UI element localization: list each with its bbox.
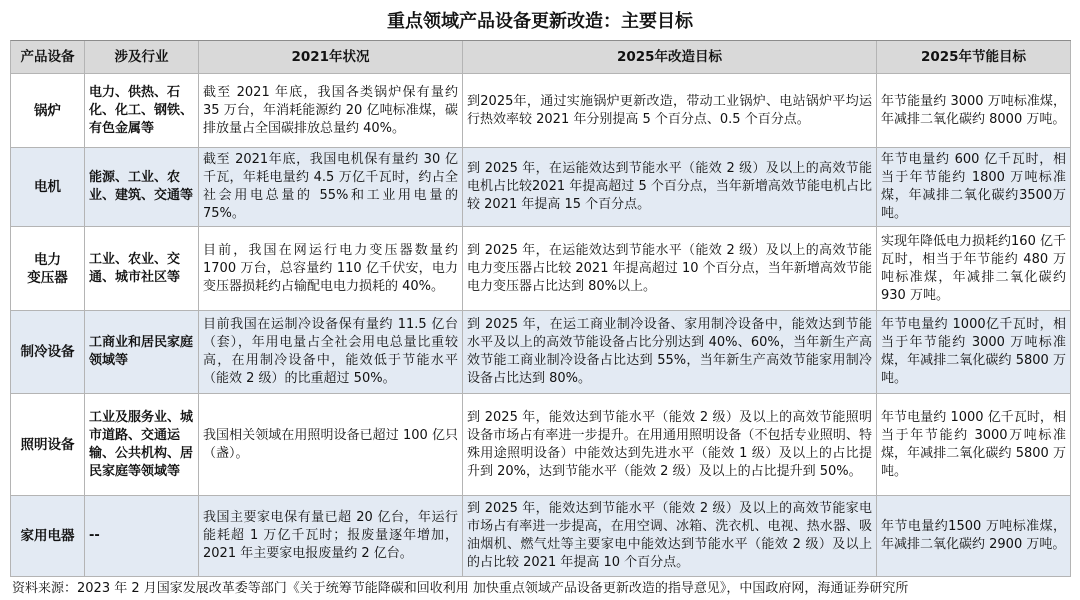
status-2021-text: 目前，我国在网运行电力变压器数量约 1700 万台，总容量约 110 亿千伏安，电力变压器损耗约占输配电电力损耗的 40%。 — [203, 242, 458, 294]
status-2021-cell — [199, 227, 463, 311]
renovation-target-2025-text: 到 2025 年，能效达到节能水平（能效 2 级）及以上的高效节能照明设备市场占有率进一步提升。在用通用照明设备（不包括专业照明、特殊用途照明设备）中能效达到先进水平（能效 1 级）及以上的占比提升到 20%，达到节能水平（能效 2 级）及以上的占比提升到 50%。 — [467, 409, 872, 479]
column-header-label: 产品设备 — [20, 49, 75, 65]
industries-text: -- — [89, 528, 100, 543]
energy-saving-target-2025-text: 实现年降低电力损耗约160 亿千瓦时，相当于年节能约 480 万吨标准煤，年减排二氧化碳约 930 万吨。 — [881, 233, 1066, 303]
energy-saving-target-2025-cell — [877, 74, 1071, 148]
status-2021-text: 截至 2021 年底，我国各类锅炉保有量约 35 万台，年消耗能源约 20 亿吨标准煤，碳排放量占全国碳排放总量约 40%。 — [203, 84, 458, 136]
renovation-target-2025-cell — [463, 311, 877, 394]
renovation-target-2025-text: 到2025年，通过实施锅炉更新改造，带动工业锅炉、电站锅炉平均运行热效率较 2021 年分别提高 5 个百分点、0.5 个百分点。 — [467, 93, 872, 127]
energy-saving-target-2025-text: 年节电量约1500 万吨标准煤，年减排二氧化碳约 2900 万吨。 — [881, 519, 1066, 552]
industries-cell — [85, 311, 199, 394]
product-name: 家用电器 — [20, 528, 75, 544]
energy-saving-target-2025-cell — [877, 394, 1071, 496]
energy-saving-target-2025-text: 年节能量约 3000 万吨标准煤，年减排二氧化碳约 8000 万吨。 — [881, 93, 1066, 127]
energy-saving-target-2025-text: 年节电量约 1000亿千瓦时，相当于年节能约 3000 万吨标准煤，年减排二氧化碳约 5800 万吨。 — [881, 317, 1066, 386]
renovation-target-2025-text: 到 2025 年，能效达到节能水平（能效 2 级）及以上的高效节能家电市场占有率进一步提高，在用空调、冰箱、洗衣机、电视、热水器、吸油烟机、燃气灶等主要家电中能效达到节能水平（能效 2 级）及以上的占比较 2021 年提高 10 个百分点。 — [467, 501, 872, 570]
product-name: 制冷设备 — [20, 344, 75, 360]
product-cell — [11, 394, 85, 496]
energy-saving-target-2025-text: 年节电量约 600 亿千瓦时，相当于年节能约 1800 万吨标准煤，年减排二氧化碳约3500万吨。 — [881, 152, 1066, 221]
status-2021-cell — [199, 148, 463, 227]
product-cell — [11, 74, 85, 148]
status-2021-cell — [199, 74, 463, 148]
industries-cell — [85, 148, 199, 227]
renovation-target-2025-text: 到 2025 年，在运能效达到节能水平（能效 2 级）及以上的高效节能电力变压器占比较 2021 年提高超过 10 个百分点，当年新增高效节能电力变压器占比达到 80%以上。 — [467, 242, 872, 294]
industries-text: 工业、农业、交通、城市社区等 — [89, 251, 181, 285]
status-2021-text: 我国主要家电保有量已超 20 亿台，年运行能耗超 1 万亿千瓦时；报废量逐年增加，2021 年主要家电报废量约 2 亿台。 — [203, 510, 458, 561]
industries-cell — [85, 74, 199, 148]
column-header-product — [11, 41, 85, 74]
energy-saving-target-2025-text: 年节电量约 1000 亿千瓦时，相当于年节能约 3000万吨标准煤，年减排二氧化碳约 5800 万吨。 — [881, 409, 1066, 479]
product-name: 锅炉 — [34, 102, 61, 119]
page-title: 重点领域产品设备更新改造：主要目标 — [387, 11, 693, 32]
targets-table — [10, 40, 1071, 577]
status-2021-text: 我国相关领域在用照明设备已超过 100 亿只（盏）。 — [203, 427, 458, 461]
renovation-target-2025-cell — [463, 394, 877, 496]
product-name: 电机 — [34, 179, 61, 195]
energy-saving-target-2025-cell — [877, 496, 1071, 577]
industries-cell — [85, 227, 199, 311]
product-name: 照明设备 — [20, 436, 75, 453]
status-2021-cell — [199, 496, 463, 577]
column-header-label: 2025年节能目标 — [920, 49, 1027, 65]
product-cell — [11, 227, 85, 311]
product-cell — [11, 496, 85, 577]
energy-saving-target-2025-cell — [877, 227, 1071, 311]
energy-saving-target-2025-cell — [877, 148, 1071, 227]
status-2021-text: 截至 2021年底，我国电机保有量约 30 亿千瓦，年耗电量约 4.5 万亿千瓦时，约占全社会用电总量的 55%和工业用电量的 75%。 — [203, 152, 458, 221]
industries-text: 能源、工业、农业、建筑、交通等 — [89, 170, 194, 203]
energy-saving-target-2025-cell — [877, 311, 1071, 394]
industries-text: 工商业和居民家庭领域等 — [89, 335, 194, 368]
column-header-renovation-target-2025 — [463, 41, 877, 74]
industries-cell — [85, 496, 199, 577]
status-2021-text: 目前我国在运制冷设备保有量约 11.5 亿台（套），年用电量占全社会用电总量比重较高，在用制冷设备中，能效低于节能水平（能效 2 级）的比重超过 50%。 — [203, 317, 458, 386]
product-cell — [11, 148, 85, 227]
renovation-target-2025-cell — [463, 74, 877, 148]
status-2021-cell — [199, 311, 463, 394]
column-header-label: 涉及行业 — [114, 49, 169, 65]
status-2021-cell — [199, 394, 463, 496]
column-header-energy-saving-target-2025 — [877, 41, 1071, 74]
industries-text: 工业及服务业、城市道路、交通运输、公共机构、居民家庭等领域等 — [89, 409, 194, 479]
product-cell — [11, 311, 85, 394]
renovation-target-2025-cell — [463, 496, 877, 577]
column-header-status-2021 — [199, 41, 463, 74]
renovation-target-2025-text: 到 2025 年，在运能效达到节能水平（能效 2 级）及以上的高效节能电机占比较2021 年提高超过 5 个百分点，当年新增高效节能电机占比较 2021 年提高 15 个百分点。 — [467, 161, 872, 212]
column-header-label: 2025年改造目标 — [616, 49, 723, 65]
renovation-target-2025-cell — [463, 148, 877, 227]
industries-text: 电力、供热、石化、化工、钢铁、有色金属等 — [89, 84, 194, 136]
renovation-target-2025-cell — [463, 227, 877, 311]
column-header-industries — [85, 41, 199, 74]
industries-cell — [85, 394, 199, 496]
renovation-target-2025-text: 到 2025 年，在运工商业制冷设备、家用制冷设备中，能效达到节能水平及以上的高效节能设备占比分别达到 40%、60%，当年新生产高效节能工商业制冷设备占比达到 55%，当年新生产高效节能家用制冷设备占比达到 80%。 — [467, 317, 872, 386]
column-header-label: 2021年状况 — [291, 49, 370, 65]
product-name: 电力 变压器 — [27, 251, 68, 286]
source-note: 资料来源：2023 年 2 月国家发展改革委等部门《关于统筹节能降碳和回收利用 加快重点领域产品设备更新改造的指导意见》，中国政府网，海通证券研究所 — [12, 581, 909, 596]
